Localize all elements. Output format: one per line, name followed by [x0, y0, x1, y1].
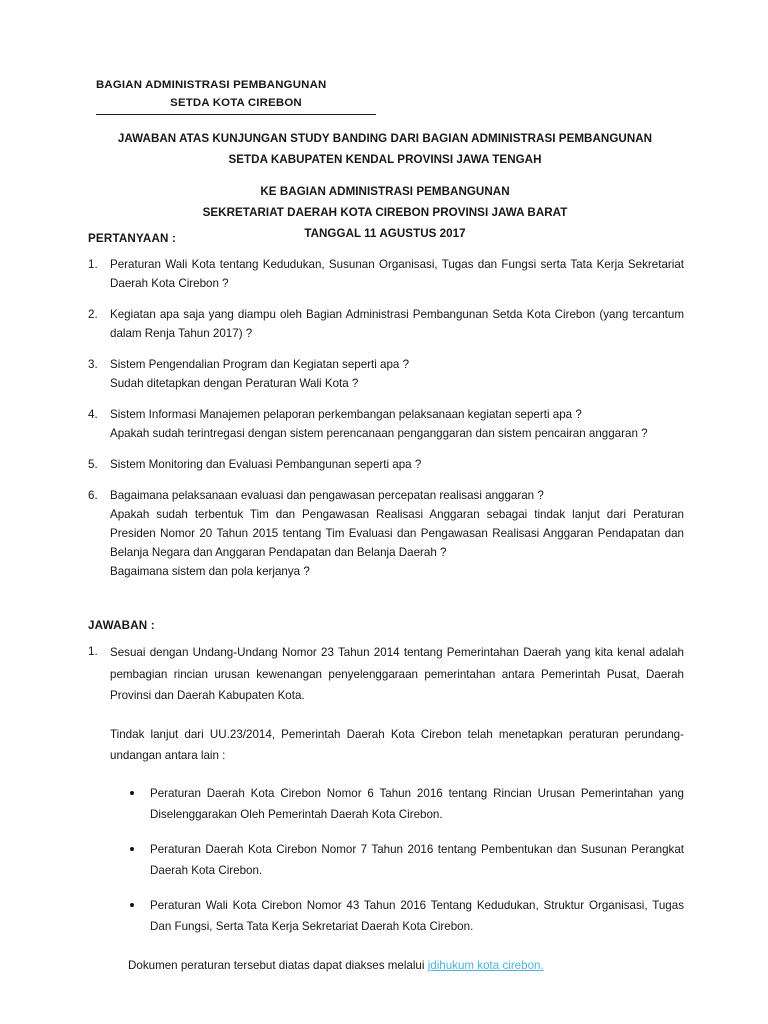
title-line-4: SEKRETARIAT DAERAH KOTA CIREBON PROVINSI JAWA BARAT: [202, 206, 568, 219]
title-line-5: TANGGAL 11 AGUSTUS 2017: [304, 227, 466, 240]
letterhead: [96, 76, 376, 115]
closing-paragraph: [110, 955, 684, 976]
question-text: Bagaimana sistem dan pola kerjanya ?: [110, 565, 310, 578]
letterhead-divider: [96, 114, 376, 115]
answer-number: 1.: [88, 645, 98, 658]
title-gap: [88, 170, 682, 181]
letterhead-line-2: SETDA KOTA CIREBON: [170, 97, 302, 109]
list-item-text: Peraturan Daerah Kota Cirebon Nomor 6 Tahun 2016 tentang Rincian Urusan Pemerintahan yang Diselenggarakan Oleh Pemerintah Daerah Kota Cirebon.: [150, 786, 684, 821]
answers-section-label: JAWABAN :: [88, 619, 155, 632]
question-text: Sistem Informasi Manajemen pelaporan perkembangan pelaksanaan kegiatan seperti apa ?: [110, 408, 582, 421]
section-spacer: [88, 593, 684, 619]
title-line-2: SETDA KABUPATEN KENDAL PROVINSI JAWA TENGAH: [228, 153, 542, 166]
title-line-3: KE BAGIAN ADMINISTRASI PEMBANGUNAN: [260, 185, 510, 198]
question-text: Sudah ditetapkan dengan Peraturan Wali Kota ?: [110, 377, 359, 390]
question-item: [88, 255, 684, 293]
question-text: Apakah sudah terintregasi dengan sistem perencanaan penganggaran dan sistem pencairan anggaran ?: [110, 427, 648, 440]
bullet-dot-icon: [130, 903, 134, 907]
closing-text: Dokumen peraturan tersebut diatas dapat diakses melalui: [128, 958, 428, 972]
title-line-1: JAWABAN ATAS KUNJUNGAN STUDY BANDING DARI BAGIAN ADMINISTRASI PEMBANGUNAN: [117, 132, 653, 145]
answer-paragraph-2: Tindak lanjut dari UU.23/2014, Pemerintah Daerah Kota Cirebon telah menetapkan peraturan perundang-undangan antara lain :: [110, 727, 684, 762]
question-item: [88, 355, 684, 393]
question-text: Bagaimana pelaksanaan evaluasi dan pengawasan percepatan realisasi anggaran ?: [110, 489, 544, 502]
question-number: 4.: [88, 408, 98, 421]
list-item: [128, 839, 684, 881]
question-number: 1.: [88, 258, 98, 271]
question-item: [88, 405, 684, 443]
answer-item: [88, 642, 684, 976]
question-item: [88, 486, 684, 581]
bullet-dot-icon: [130, 791, 134, 795]
bullet-dot-icon: [130, 847, 134, 851]
regulation-bullet-list: [110, 783, 684, 937]
question-text: Apakah sudah terbentuk Tim dan Pengawasan Realisasi Anggaran sebagai tindak lanjut dari Peraturan Presiden Nomor 20 Tahun 2015 tentang Tim Evaluasi dan Pengawasan Realisasi Anggaran Pendapatan dan Belanja Negara dan Anggaran Pendapatan dan Belanja Daerah ?: [110, 508, 684, 559]
answer-paragraph-1: Sesuai dengan Undang-Undang Nomor 23 Tahun 2014 tentang Pemerintahan Daerah yang kita kenal adalah pembagian rincian urusan kewenangan penyelenggaraan pemerintahan antara Pemerintah Pusat, Daerah Provinsi dan Daerah Kabupaten Kota.: [110, 646, 684, 702]
question-text: Peraturan Wali Kota tentang Kedudukan, Susunan Organisasi, Tugas dan Fungsi serta Tata Kerja Sekretariat Daerah Kota Cirebon ?: [110, 258, 684, 290]
list-item: [128, 895, 684, 937]
document-body: [88, 232, 684, 987]
list-item-text: Peraturan Wali Kota Cirebon Nomor 43 Tahun 2016 Tentang Kedudukan, Struktur Organisasi, Tugas Dan Fungsi, Serta Tata Kerja Sekretariat Daerah Kota Cirebon.: [150, 898, 684, 933]
question-number: 5.: [88, 458, 98, 471]
question-item: [88, 455, 684, 474]
list-item: [128, 783, 684, 825]
jdih-link[interactable]: jdihukum kota cirebon.: [427, 958, 544, 972]
question-number: 3.: [88, 358, 98, 371]
question-item: [88, 305, 684, 343]
questions-list: [88, 255, 684, 581]
question-number: 6.: [88, 489, 98, 502]
questions-section-label: PERTANYAAN :: [88, 232, 177, 245]
letterhead-line-1: BAGIAN ADMINISTRASI PEMBANGUNAN: [96, 79, 327, 91]
question-text: Sistem Monitoring dan Evaluasi Pembangunan seperti apa ?: [110, 458, 422, 471]
question-text: Sistem Pengendalian Program dan Kegiatan seperti apa ?: [110, 358, 410, 371]
question-text: Kegiatan apa saja yang diampu oleh Bagian Administrasi Pembangunan Setda Kota Cirebon (yang tercantum dalam Renja Tahun 2017) ?: [110, 308, 684, 340]
question-number: 2.: [88, 308, 98, 321]
list-item-text: Peraturan Daerah Kota Cirebon Nomor 7 Tahun 2016 tentang Pembentukan dan Susunan Perangkat Daerah Kota Cirebon.: [150, 842, 684, 877]
document-title-block: [88, 128, 682, 244]
